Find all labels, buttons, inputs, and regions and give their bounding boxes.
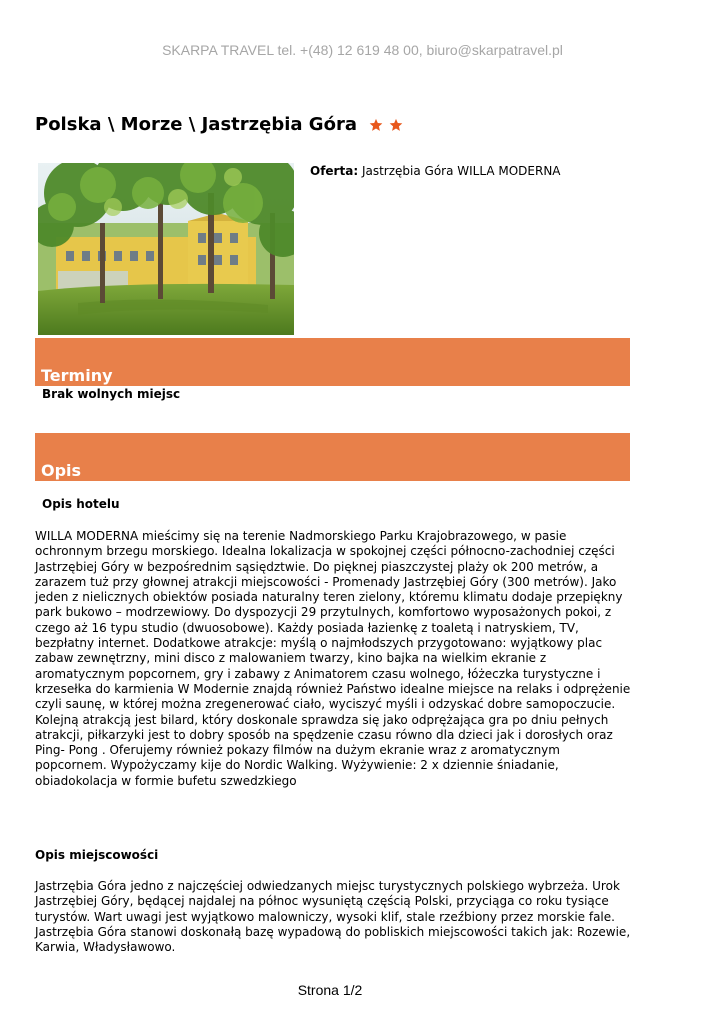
- hotel-photo: [38, 163, 294, 335]
- offer-line: [310, 164, 561, 178]
- section-title-opis: Opis: [41, 461, 82, 480]
- page-title: Polska \ Morze \ Jastrzębia Góra: [35, 114, 357, 135]
- title-row: [35, 114, 403, 135]
- page-header-contact: SKARPA TRAVEL tel. +(48) 12 619 48 00, biuro@skarpatravel.pl: [162, 42, 563, 58]
- hotel-description-heading: Opis hotelu: [42, 497, 120, 511]
- availability-status: Brak wolnych miejsc: [42, 387, 181, 401]
- rating-stars: [369, 118, 403, 132]
- offer-label: Oferta:: [310, 164, 359, 178]
- page-number: Strona 1/2: [297, 982, 363, 998]
- town-description-text: Jastrzębia Góra jedno z najczęściej odwiedzanych miejsc turystycznych polskiego wybrzeża. Urok Jastrzębiej Góry, będącej najdalej na północ wysuniętą częścią Polski, przyciąga co roku tysiące turystów. Wart uwagi jest wyjątkowo malowniczy, wysoki klif, stale rzeźbiony przez morskie fale. Jastrzębia Góra stanowi doskonałą bazę wypadową do pobliskich miejscowości takich jak: Rozewie, Karwia, Władysławowo.: [35, 879, 631, 955]
- section-bar-opis: [35, 433, 630, 481]
- offer-value: Jastrzębia Góra WILLA MODERNA: [361, 164, 561, 178]
- section-title-terminy: Terminy: [41, 366, 113, 385]
- star-icon: [369, 118, 383, 132]
- section-bar-terminy: [35, 338, 630, 386]
- town-description-heading: Opis miejscowości: [35, 848, 159, 862]
- hotel-description-text: WILLA MODERNA mieścimy się na terenie Nadmorskiego Parku Krajobrazowego, w pasie ochronnym brzegu morskiego. Idealna lokalizacja w spokojnej części północno-zachodniej części Jastrzębiej Góry w bezpośrednim sąsiędztwie. Do pięknej piaszczystej plaży ok 200 metrów, a zarazem tuż przy głownej atrakcji miejscowości - Promenady Jastrzębiej Góry (300 metrów). Jako jeden z nielicznych obiektów posiada naturalny teren zielony, któremu klimatu dodaje przepiękny park bukowo – modrzewiowy. Do dyspozycji 29 przytulnych, komfortowo wyposażonych pokoi, z czego aż 16 typu studio (dwuosobowe). Każdy posiada łazienkę z toaletą i natryskiem, TV, bezpłatny internet. Dodatkowe atrakcje: myślą o najmłodszych przygotowano: wyjątkowy plac zabaw zewnętrzny, mini disco z malowaniem twarzy, kino bajka na wielkim ekranie z aromatycznym popcornem, gry i zabawy z Animatorem czasu wolnego, łóżeczka turystyczne i krzesełka do karmienia W Modernie znajdą również Państwo idealne miejsce na relaks i odprężenie czyli saunę, w której można zregenerować ciało, wyciszyć myśli i odzyskać dobre samopoczucie. Kolejną atrakcją jest bilard, który doskonale sprawdza się jako odprężająca gra po dniu pełnych atrakcji, piłkarzyki jest to dobry sposób na spędzenie czasu równo dla dzieci jak i dorosłych oraz Ping- Pong . Oferujemy również pokazy filmów na dużym ekranie wraz z aromatycznym popcornem. Wypożyczamy kije do Nordic Walking. Wyżywienie: 2 x dziennie śniadanie, obiadokolacja w formie bufetu szwedzkiego: [35, 529, 631, 788]
- star-icon: [389, 118, 403, 132]
